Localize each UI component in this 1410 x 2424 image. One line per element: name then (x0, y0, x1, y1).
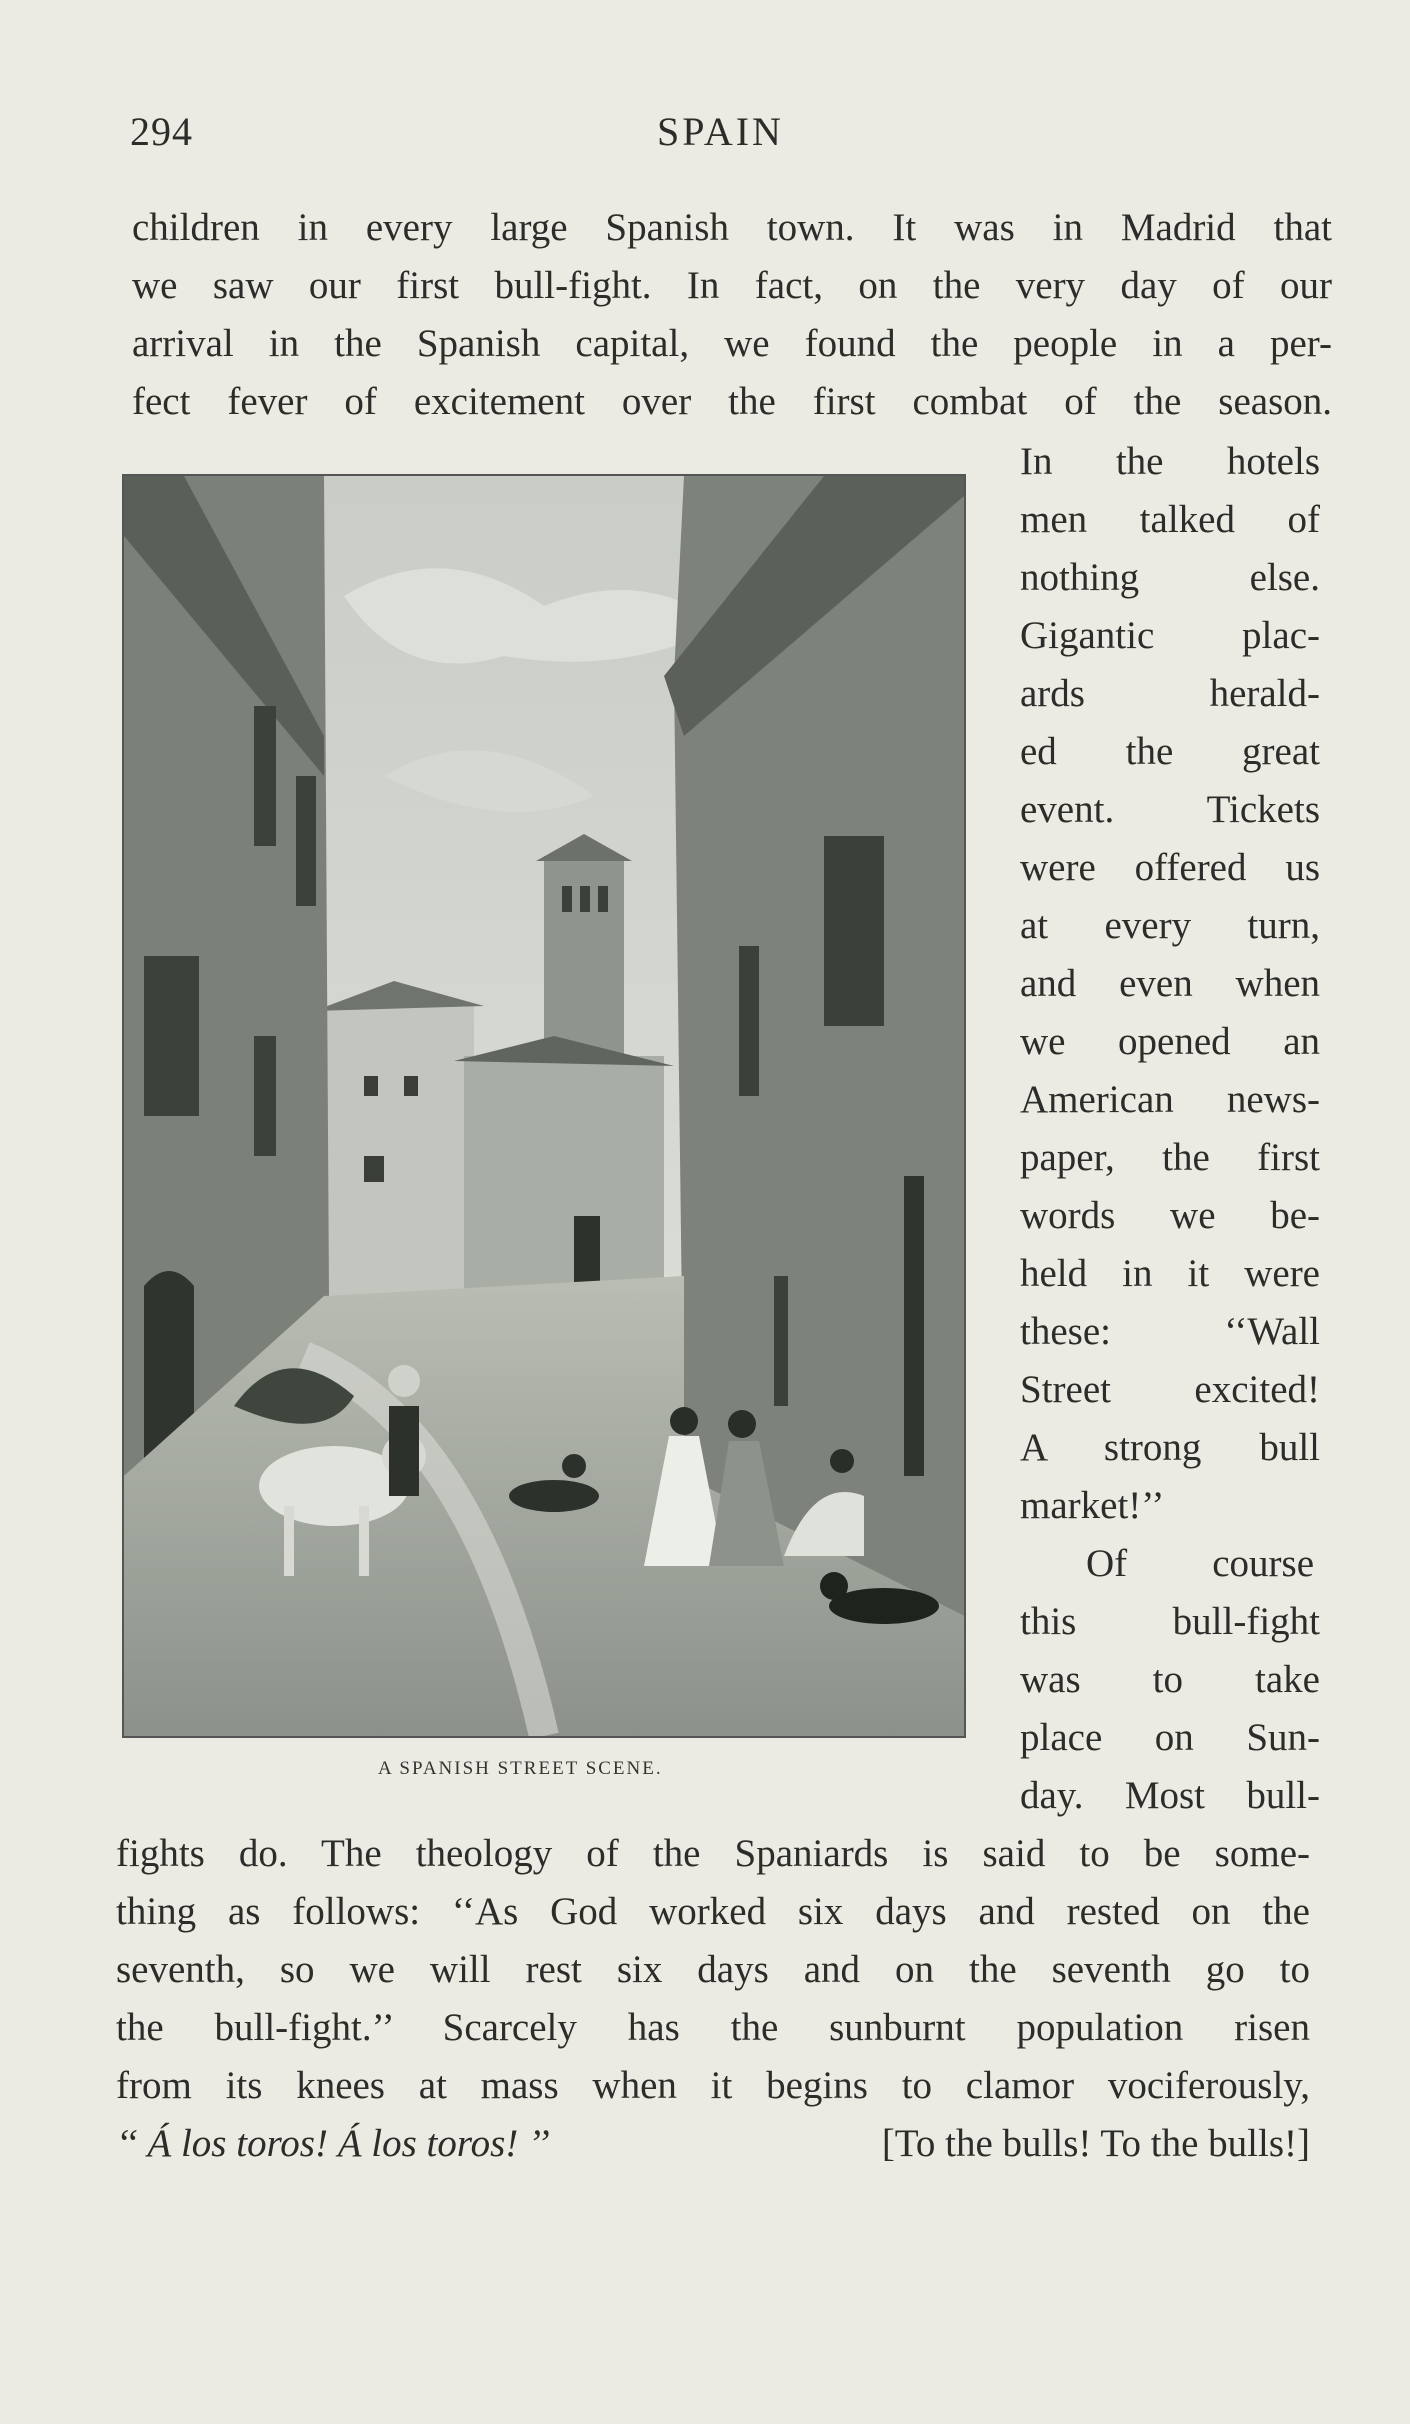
page-number: 294 (130, 109, 193, 154)
text-line: we saw our first bull-fight. In fact, on the very day of our (132, 264, 1332, 307)
side-text-line: A strong bull (1020, 1426, 1320, 1469)
text-line: children in every large Spanish town. It was in Madrid that (132, 206, 1332, 249)
engraving-image (124, 476, 964, 1736)
side-text-line: place on Sun- (1020, 1716, 1320, 1759)
text-line: arrival in the Spanish capital, we found the people in a per- (132, 322, 1332, 365)
side-text-line: American news- (1020, 1078, 1320, 1121)
side-text-line: ed the great (1020, 730, 1320, 773)
text-line: fect fever of excitement over the first combat of the season. (132, 380, 1332, 423)
text-line: the bull-fight.’’ Scarcely has the sunburnt population risen (116, 2006, 1310, 2049)
street-scene-illustration (122, 474, 966, 1738)
side-text-line: market!’’ (1020, 1484, 1165, 1527)
spanish-exclamation: ‘‘ Á los toros! Á los toros! ’’ (116, 2122, 550, 2165)
side-text-line: Street excited! (1020, 1368, 1320, 1411)
text-line: from its knees at mass when it begins to clamor vociferously, (116, 2064, 1310, 2107)
side-text-line: Gigantic plac- (1020, 614, 1320, 657)
side-text-line: event. Tickets (1020, 788, 1320, 831)
side-text-line: and even when (1020, 962, 1320, 1005)
side-text-line: day. Most bull- (1020, 1774, 1320, 1817)
figure-caption: A SPANISH STREET SCENE. (378, 1758, 663, 1779)
running-head: SPAIN (657, 109, 784, 154)
side-text-line: ards herald- (1020, 672, 1320, 715)
side-text-line: at every turn, (1020, 904, 1320, 947)
text-line: thing as follows: ‘‘As God worked six days and rested on the (116, 1890, 1310, 1933)
side-text-line: words we be- (1020, 1194, 1320, 1237)
side-text-line: these: ‘‘Wall (1020, 1310, 1320, 1353)
side-text-line: was to take (1020, 1658, 1320, 1701)
translation: [To the bulls! To the bulls!] (881, 2122, 1310, 2165)
side-text-line: In the hotels (1020, 440, 1320, 483)
side-text-line: were offered us (1020, 846, 1320, 889)
side-text-line: this bull-fight (1020, 1600, 1320, 1643)
side-text-line: we opened an (1020, 1020, 1320, 1063)
text-line: seventh, so we will rest six days and on the seventh go to (116, 1948, 1310, 1991)
text-line: fights do. The theology of the Spaniards is said to be some- (116, 1832, 1310, 1875)
side-text-line: nothing else. (1020, 556, 1320, 599)
side-text-line: men talked of (1020, 498, 1320, 541)
last-text-line (116, 2124, 1310, 2163)
page-header (130, 108, 1330, 168)
side-text-line: held in it were (1020, 1252, 1320, 1295)
side-text-line: Of course (1086, 1542, 1314, 1585)
side-text-line: paper, the first (1020, 1136, 1320, 1179)
